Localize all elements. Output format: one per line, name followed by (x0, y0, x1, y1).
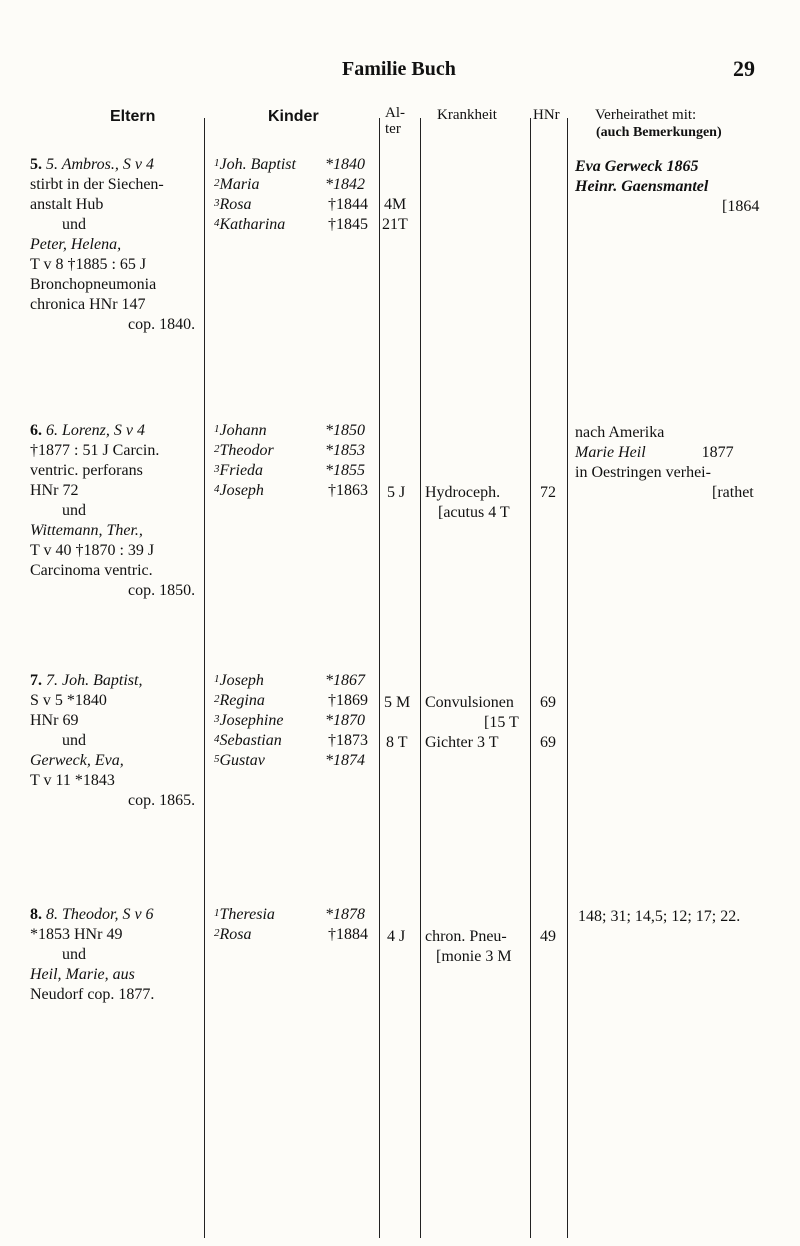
age-value: 21T (382, 216, 408, 233)
column-header-krankheit: Krankheit (437, 107, 497, 123)
parent-line: S v 5 *1840 (30, 692, 107, 709)
parent-line: †1877 : 51 J Carcin. (30, 442, 160, 459)
child-date: *1870 (325, 712, 365, 729)
child-entry: $^4$Joseph (214, 482, 264, 499)
parent-line: HNr 72 (30, 482, 79, 499)
age-value: 8 T (386, 734, 408, 751)
parent-line: 6. 6. Lorenz, S v 4 (30, 422, 145, 439)
column-header-verheiratet-note: (auch Bemerkungen) (596, 125, 722, 140)
column-header-verheiratet: Verheirathet mit: (595, 107, 697, 123)
age-value: 5 M (384, 694, 411, 711)
page-number: 29 (733, 56, 755, 81)
child-entry: $^5$Gustav (214, 752, 265, 769)
parent-line: 5. 5. Ambros., S v 4 (30, 156, 154, 173)
note-line: Marie Heil 1877 (575, 444, 734, 461)
child-entry: $^3$Josephine (214, 712, 284, 729)
column-rule (420, 118, 421, 1238)
child-date: *1874 (325, 752, 365, 769)
parent-line: chronica HNr 147 (30, 296, 146, 313)
parent-line: und (62, 502, 86, 519)
child-entry: $^2$Regina (214, 692, 265, 709)
parent-line: anstalt Hub (30, 196, 104, 213)
column-rule (204, 118, 205, 1238)
child-date: †1884 (328, 926, 368, 943)
child-date: †1845 (328, 216, 368, 233)
column-header-alter-2: ter (385, 121, 401, 137)
note-line: Heinr. Gaensmantel (575, 178, 709, 195)
parent-line: Wittemann, Ther., (30, 522, 143, 539)
note-line: [rathet (712, 484, 754, 501)
child-entry: $^4$Katharina (214, 216, 286, 233)
parent-line: cop. 1865. (128, 792, 196, 809)
hnr-value: 69 (540, 694, 556, 711)
note-line: Eva Gerweck 1865 (575, 158, 699, 175)
child-date: *1850 (325, 422, 365, 439)
parent-line: ventric. perforans (30, 462, 143, 479)
child-entry: $^2$Maria (214, 176, 260, 193)
child-date: *1840 (325, 156, 365, 173)
parent-line: Heil, Marie, aus (30, 966, 135, 983)
child-entry: $^2$Theodor (214, 442, 274, 459)
parent-line: stirbt in der Siechen- (30, 176, 164, 193)
parent-line: und (62, 732, 86, 749)
column-header-alter-1: Al- (385, 105, 405, 121)
column-header-eltern: Eltern (110, 108, 156, 125)
child-date: *1867 (325, 672, 365, 689)
illness-line: [monie 3 M (436, 948, 512, 965)
column-header-kinder: Kinder (268, 108, 319, 125)
child-date: *1878 (325, 906, 365, 923)
hnr-value: 49 (540, 928, 556, 945)
age-value: 5 J (387, 484, 406, 501)
age-value: 4 J (387, 928, 406, 945)
hnr-value: 69 (540, 734, 556, 751)
note-line: 148; 31; 14,5; 12; 17; 22. (578, 908, 741, 925)
column-rule (530, 118, 531, 1238)
parent-line: cop. 1840. (128, 316, 196, 333)
parent-line: Neudorf cop. 1877. (30, 986, 155, 1003)
note-line: [1864 (722, 198, 760, 215)
parent-line: 8. 8. Theodor, S v 6 (30, 906, 154, 923)
parent-line: HNr 69 (30, 712, 79, 729)
parent-line: *1853 HNr 49 (30, 926, 123, 943)
child-date: *1842 (325, 176, 365, 193)
illness-line: [acutus 4 T (438, 504, 510, 521)
parent-line: Gerweck, Eva, (30, 752, 124, 769)
parent-line: 7. 7. Joh. Baptist, (30, 672, 143, 689)
child-date: *1853 (325, 442, 365, 459)
child-entry: $^1$Joh. Baptist (214, 156, 296, 173)
parent-line: T v 40 †1870 : 39 J (30, 542, 155, 559)
running-title: Familie Buch (342, 58, 456, 80)
child-entry: $^3$Frieda (214, 462, 264, 479)
age-value: 4M (384, 196, 407, 213)
column-rule (567, 118, 568, 1238)
child-date: †1844 (328, 196, 368, 213)
parent-line: und (62, 946, 86, 963)
parent-line: Carcinoma ventric. (30, 562, 153, 579)
parent-line: T v 8 †1885 : 65 J (30, 256, 147, 273)
parent-line: und (62, 216, 86, 233)
parent-line: Bronchopneumonia (30, 276, 157, 293)
illness-line: Hydroceph. (425, 484, 501, 501)
child-date: †1869 (328, 692, 368, 709)
hnr-value: 72 (540, 484, 556, 501)
note-line: in Oestringen verhei- (575, 464, 711, 481)
child-entry: $^2$Rosa (214, 926, 252, 943)
column-header-hnr: HNr (533, 107, 560, 123)
child-entry: $^1$Johann (214, 422, 267, 439)
illness-line: chron. Pneu- (425, 928, 507, 945)
child-entry: $^4$Sebastian (214, 732, 282, 749)
child-entry: $^3$Rosa (214, 196, 252, 213)
parent-line: T v 11 *1843 (30, 772, 115, 789)
child-date: *1855 (325, 462, 365, 479)
child-date: †1873 (328, 732, 368, 749)
illness-line: Gichter 3 T (425, 734, 499, 751)
illness-line: Convulsionen (425, 694, 514, 711)
parent-line: cop. 1850. (128, 582, 196, 599)
child-date: †1863 (328, 482, 368, 499)
child-entry: $^1$Joseph (214, 672, 264, 689)
child-entry: $^1$Theresia (214, 906, 275, 923)
note-line: nach Amerika (575, 424, 665, 441)
illness-line: [15 T (484, 714, 519, 731)
parent-line: Peter, Helena, (30, 236, 122, 253)
column-rule (379, 118, 380, 1238)
